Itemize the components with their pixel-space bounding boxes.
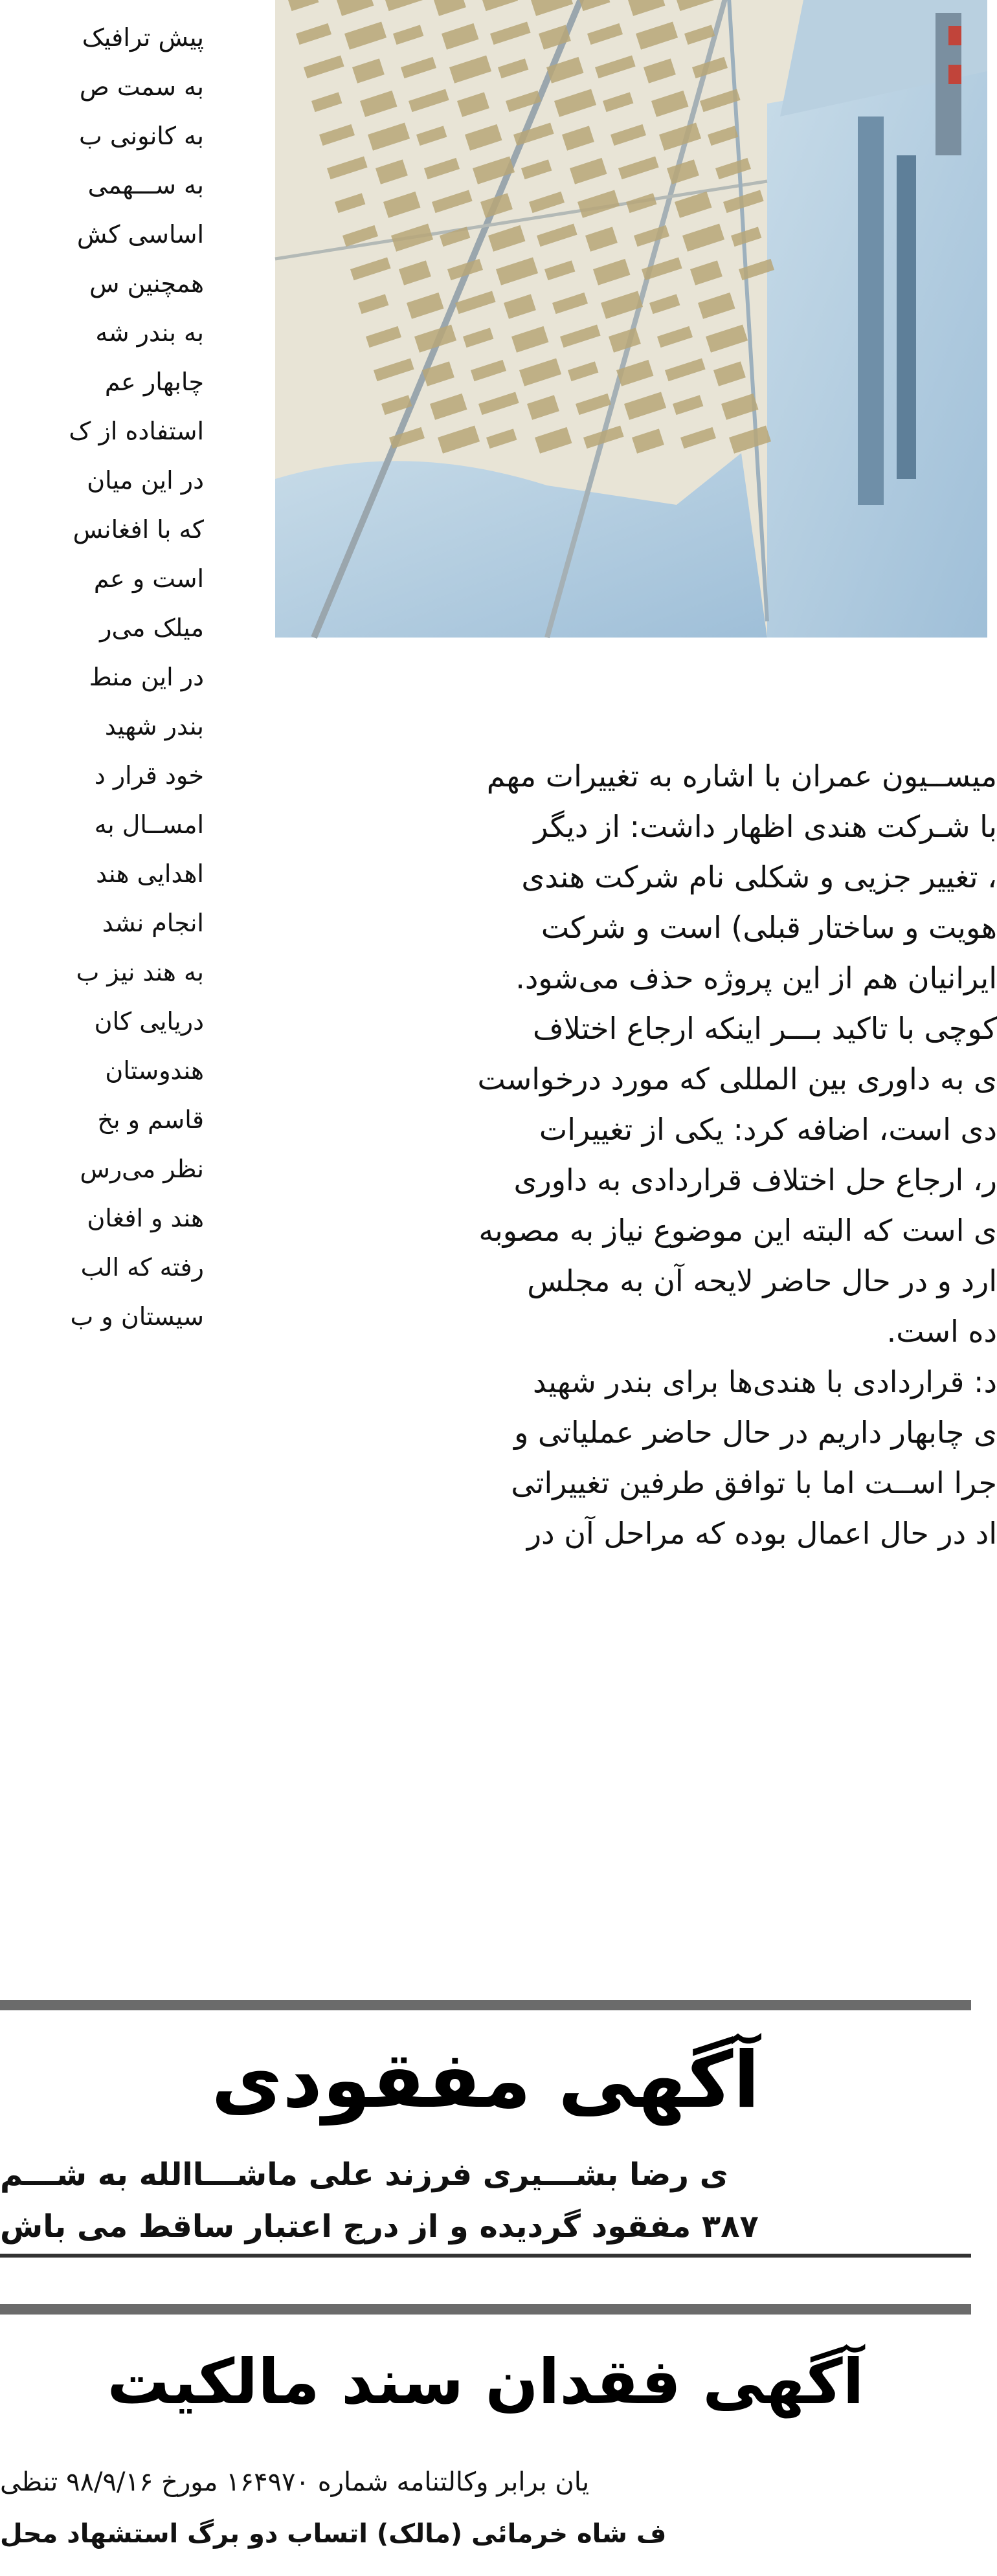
right-text-line (272, 1256, 997, 1306)
right-text-line (272, 1458, 997, 1508)
divider-rule (0, 2304, 971, 2315)
divider-rule-underline (0, 2254, 971, 2258)
left-text-line: بندر شهید (104, 712, 204, 740)
right-text-line (272, 1357, 997, 1407)
left-text-line: میلک می‌ر (100, 614, 204, 642)
right-text-line-content: ایرانیان هم از این پروژه حذف می‌شود. (515, 960, 997, 995)
right-text-line-content: اد در حال اعمال بوده که مراحل آن در (526, 1516, 997, 1551)
port-map-image (275, 0, 987, 638)
left-text-line: به کانونی ب (78, 122, 204, 150)
port-map-photo (275, 0, 987, 638)
right-text-line-content: ارد و در حال حاضر لایحه آن به مجلس (527, 1263, 997, 1298)
right-text-line (272, 1155, 997, 1205)
divider-rule (0, 2000, 971, 2010)
right-text-line-content: د: قراردادی با هندی‌ها برای بندر شهید (533, 1364, 997, 1399)
right-text-line (272, 751, 997, 801)
right-text-line (272, 1508, 997, 1559)
deed-loss-notice-line-1: یان برابر وکالتنامه شماره ۱۶۴۹۷۰ مورخ ۹۸/۹/۱۶ تنظی (0, 2467, 590, 2497)
right-text-line (272, 953, 997, 1003)
left-text-line: خود قرار د (94, 761, 204, 790)
right-text-line-content: کوچی با تاکید بـــر اینکه ارجاع اختلاف (533, 1011, 997, 1046)
right-text-line (272, 801, 997, 852)
left-text-line: که با افغانس (73, 515, 204, 544)
left-text-line: نظر می‌رس (80, 1155, 204, 1183)
left-text-line: به هند نیز ب (76, 958, 204, 986)
left-text-line: قاسم و بخ (97, 1105, 204, 1134)
right-text-line-content: ر، ارجاع حل اختلاف قراردادی به داوری (513, 1162, 997, 1197)
right-text-line (272, 1407, 997, 1458)
lost-notice-line-1: ی رضا بشـــیری فرزند علی ماشـــاالله به شـــم (0, 2157, 728, 2193)
left-text-line: انجام نشد (102, 909, 204, 937)
right-text-line (272, 1054, 997, 1104)
left-text-line: همچنین س (89, 269, 204, 298)
right-text-line (272, 1306, 997, 1357)
right-text-line-content: با شـرکت هندی اظهار داشت: از دیگر (533, 809, 997, 844)
right-text-line-content: ده است. (886, 1314, 997, 1349)
left-text-line: پیش ترافیک (82, 23, 204, 52)
right-text-line-content: ی به داوری بین المللی که مورد درخواست (477, 1061, 997, 1096)
right-text-line (272, 852, 997, 902)
left-text-line: امســال به (94, 810, 204, 839)
right-text-line (272, 1205, 997, 1256)
right-text-line-content: میســیون عمران با اشاره به تغییرات مهم (486, 759, 997, 794)
left-text-line: در این میان (87, 466, 204, 494)
right-text-line-content: دی است، اضافه کرد: یکی از تغییرات (539, 1112, 997, 1147)
right-text-line (272, 1003, 997, 1054)
left-text-line: اهدایی هند (96, 860, 204, 888)
lost-notice-title: آگهی مفقودی (211, 2036, 760, 2126)
right-text-line-content: ی چابهار داریم در حال حاضر عملیاتی و (514, 1415, 997, 1450)
deed-loss-notice-line-2: ف شاه خرمائی (مالک) اتساب دو برگ استشهاد محل (0, 2519, 667, 2549)
left-text-line: چابهار عم (104, 368, 204, 396)
right-text-line-content: ، تغییر جزیی و شکلی نام شرکت هندی (521, 860, 997, 894)
left-text-line: رفته که الب (80, 1253, 204, 1282)
lost-notice-line-2: ۳۸۷ مفقود گردیده و از درج اعتبار ساقط می باش (0, 2208, 759, 2245)
right-text-line-content: هویت و ساختار قبلی) است و شرکت (541, 910, 997, 945)
left-text-line: هند و افغان (87, 1204, 204, 1232)
left-text-line: هندوستان (105, 1056, 204, 1085)
left-text-line: به بندر شه (95, 318, 204, 347)
right-text-column (272, 751, 997, 1559)
left-text-line: سیستان و ب (70, 1302, 204, 1331)
right-text-line-content: ی است که البته این موضوع نیاز به مصوبه (478, 1213, 997, 1248)
left-text-line: در این منط (89, 663, 204, 691)
left-text-line: استفاده از ک (69, 417, 204, 445)
left-text-line: به ســـهمی (87, 171, 204, 199)
left-text-line: دریایی کان (94, 1007, 204, 1036)
right-text-line (272, 902, 997, 953)
right-text-line (272, 1104, 997, 1155)
left-text-column (0, 13, 204, 1341)
left-text-line: است و عم (93, 564, 204, 593)
right-text-line-content: جرا اســت اما با توافق طرفین تغییراتی (511, 1465, 997, 1500)
left-text-line: به سمت ص (79, 72, 204, 101)
deed-loss-notice-title: آگهی فقدان سند مالکیت (107, 2346, 864, 2418)
left-text-line: اساسی کش (76, 220, 204, 249)
